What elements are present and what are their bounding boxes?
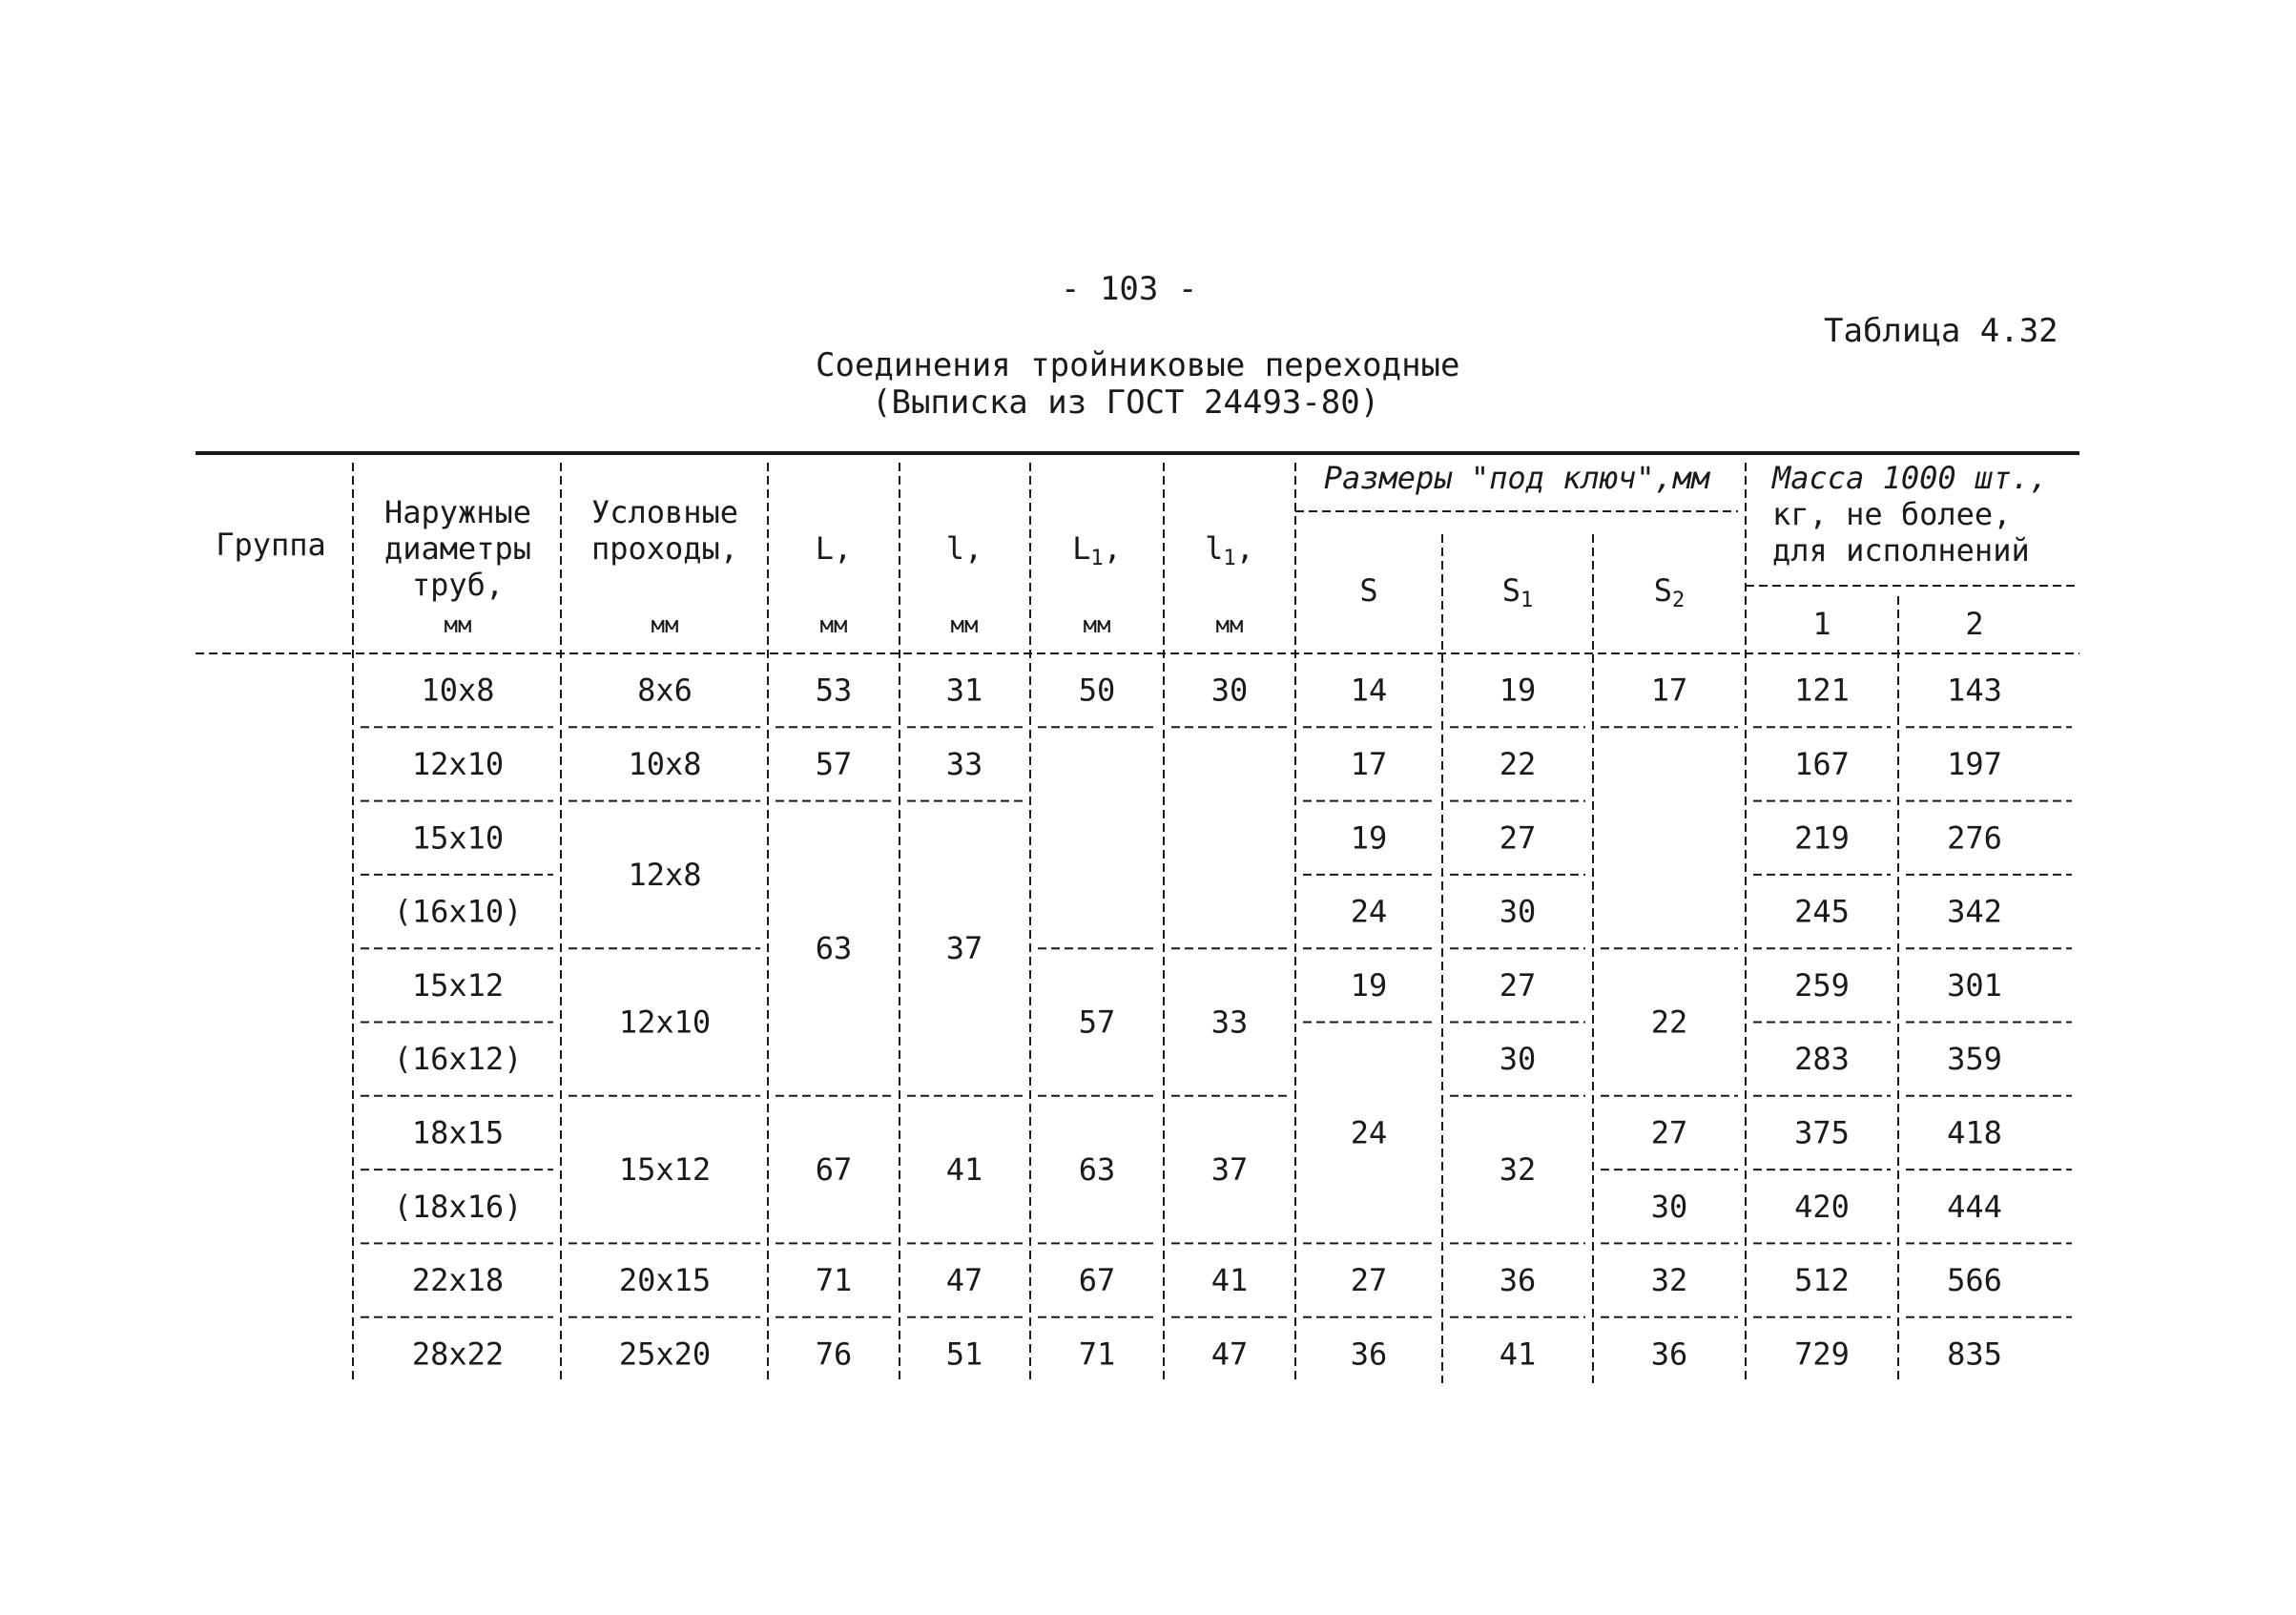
header-S1-letter: S <box>1501 572 1521 609</box>
cell-s2: 27 <box>1650 1114 1688 1151</box>
cell-d: (18x16) <box>393 1188 523 1225</box>
cell-p: 15x12 <box>618 1151 712 1189</box>
cell-p: 8x6 <box>637 672 693 709</box>
cell-l1: 33 <box>1210 1004 1249 1041</box>
cell-s2: 32 <box>1650 1262 1688 1299</box>
cell-d: 22x18 <box>411 1262 505 1299</box>
cell-p: 12x10 <box>618 1004 712 1041</box>
cell-s1: 19 <box>1499 672 1537 709</box>
cell-l: 76 <box>815 1335 853 1373</box>
cell-s1: 30 <box>1499 1041 1537 1078</box>
cell-s2: 36 <box>1650 1335 1688 1373</box>
header-S2-letter: S <box>1653 572 1673 609</box>
cell-m1: 729 <box>1794 1335 1850 1373</box>
cell-s: 36 <box>1350 1335 1388 1373</box>
cell-l1: 67 <box>1078 1262 1116 1299</box>
cell-s: 19 <box>1350 966 1388 1004</box>
cell-d: (16x10) <box>393 893 523 930</box>
cell-s: 14 <box>1350 672 1388 709</box>
cell-s: 19 <box>1350 819 1388 857</box>
cell-d: 15x12 <box>411 966 505 1004</box>
cell-s1: 32 <box>1499 1151 1537 1189</box>
header-outer-diam-3: труб, <box>411 567 505 603</box>
cell-m2: 143 <box>1947 672 2002 709</box>
cell-m1: 219 <box>1794 819 1850 857</box>
cell-s: 24 <box>1350 1114 1388 1151</box>
header-S2-subscript: 2 <box>1672 589 1686 612</box>
cell-m1: 512 <box>1794 1262 1850 1299</box>
header-L1-subscript: 1 <box>1090 547 1104 570</box>
cell-l: 47 <box>945 1262 983 1299</box>
header-nominal-2: проходы, <box>590 530 739 567</box>
cell-l1: 37 <box>1210 1151 1249 1189</box>
cell-l1: 57 <box>1078 1004 1116 1041</box>
cell-m1: 283 <box>1794 1041 1850 1078</box>
cell-l1: 41 <box>1210 1262 1249 1299</box>
cell-p: 20x15 <box>618 1262 712 1299</box>
cell-m2: 276 <box>1947 819 2002 857</box>
cell-l: 71 <box>815 1262 853 1299</box>
cell-m2: 359 <box>1947 1041 2002 1078</box>
cell-m1: 259 <box>1794 966 1850 1004</box>
cell-s1: 27 <box>1499 966 1537 1004</box>
cell-l1: 47 <box>1210 1335 1249 1373</box>
cell-l: 53 <box>815 672 853 709</box>
cell-s1: 22 <box>1499 745 1537 782</box>
header-l1-letter: l <box>1205 530 1224 567</box>
header-S: S <box>1359 572 1378 609</box>
header-nominal-unit: мм <box>651 611 679 638</box>
header-outer-diam-unit: мм <box>444 611 472 638</box>
cell-m2: 566 <box>1947 1262 2002 1299</box>
cell-p: 12x8 <box>628 856 702 893</box>
header-key-sizes: Размеры "под ключ",мм <box>1323 460 1710 496</box>
cell-s1: 30 <box>1499 893 1537 930</box>
cell-s2: 22 <box>1650 1004 1688 1041</box>
header-l1 <box>1205 530 1254 570</box>
header-l: l, <box>945 530 983 567</box>
header-L1-letter: L <box>1072 530 1091 567</box>
header-L1-unit: мм <box>1083 611 1111 638</box>
header-l-unit: мм <box>950 611 979 638</box>
header-outer-diam-2: диаметры <box>383 530 532 567</box>
cell-d: 12x10 <box>411 745 505 782</box>
cell-l: 63 <box>815 930 853 967</box>
cell-d: (16x12) <box>393 1041 523 1078</box>
cell-p: 10x8 <box>628 745 702 782</box>
cell-d: 28x22 <box>411 1335 505 1373</box>
cell-m1: 375 <box>1794 1114 1850 1151</box>
cell-s2: 30 <box>1650 1188 1688 1225</box>
cell-l1: 50 <box>1078 672 1116 709</box>
cell-l1: 30 <box>1210 672 1249 709</box>
cell-m2: 835 <box>1947 1335 2002 1373</box>
cell-l: 37 <box>945 930 983 967</box>
cell-d: 10x8 <box>421 672 495 709</box>
header-L1 <box>1072 530 1122 570</box>
cell-l: 57 <box>815 745 853 782</box>
header-L1-comma: , <box>1103 530 1122 567</box>
header-l1-unit: мм <box>1215 611 1244 638</box>
cell-m2: 342 <box>1947 893 2002 930</box>
header-S2 <box>1654 572 1686 612</box>
table-label: Таблица 4.32 <box>1824 312 2058 350</box>
header-S1 <box>1502 572 1534 612</box>
header-l1-comma: , <box>1235 530 1254 567</box>
header-mass-3: для исполнений <box>1772 532 2030 569</box>
header-exec-2: 2 <box>1965 606 1984 642</box>
table-title: Соединения тройниковые переходные <box>816 346 1460 384</box>
cell-m2: 444 <box>1947 1188 2002 1225</box>
header-group: Группа <box>216 527 326 563</box>
cell-l: 33 <box>945 745 983 782</box>
header-outer-diam-1: Наружные <box>383 494 532 530</box>
cell-m2: 197 <box>1947 745 2002 782</box>
header-l1-subscript: 1 <box>1223 547 1236 570</box>
cell-m1: 245 <box>1794 893 1850 930</box>
cell-l: 41 <box>945 1151 983 1189</box>
cell-l: 67 <box>815 1151 853 1189</box>
cell-s: 27 <box>1350 1262 1388 1299</box>
header-mass-1: Масса 1000 шт., <box>1772 460 2048 496</box>
cell-d: 15x10 <box>411 819 505 857</box>
cell-l1: 63 <box>1078 1151 1116 1189</box>
header-S1-subscript: 1 <box>1520 589 1534 612</box>
cell-l: 31 <box>945 672 983 709</box>
cell-m2: 301 <box>1947 966 2002 1004</box>
cell-s: 17 <box>1350 745 1388 782</box>
cell-m2: 418 <box>1947 1114 2002 1151</box>
cell-s: 24 <box>1350 893 1388 930</box>
cell-p: 25x20 <box>618 1335 712 1373</box>
cell-m1: 420 <box>1794 1188 1850 1225</box>
header-L: L, <box>815 530 853 567</box>
header-mass-2: кг, не более, <box>1772 496 2012 532</box>
cell-s1: 41 <box>1499 1335 1537 1373</box>
page-number: - 103 - <box>1061 270 1198 308</box>
cell-l1: 71 <box>1078 1335 1116 1373</box>
header-L-unit: мм <box>819 611 848 638</box>
table-subtitle: (Выписка из ГОСТ 24493-80) <box>872 383 1380 422</box>
cell-s1: 27 <box>1499 819 1537 857</box>
cell-s2: 17 <box>1650 672 1688 709</box>
header-exec-1: 1 <box>1812 606 1831 642</box>
cell-l: 51 <box>945 1335 983 1373</box>
header-nominal-1: Условные <box>590 494 739 530</box>
cell-m1: 167 <box>1794 745 1850 782</box>
cell-s1: 36 <box>1499 1262 1537 1299</box>
cell-m1: 121 <box>1794 672 1850 709</box>
cell-d: 18x15 <box>411 1114 505 1151</box>
